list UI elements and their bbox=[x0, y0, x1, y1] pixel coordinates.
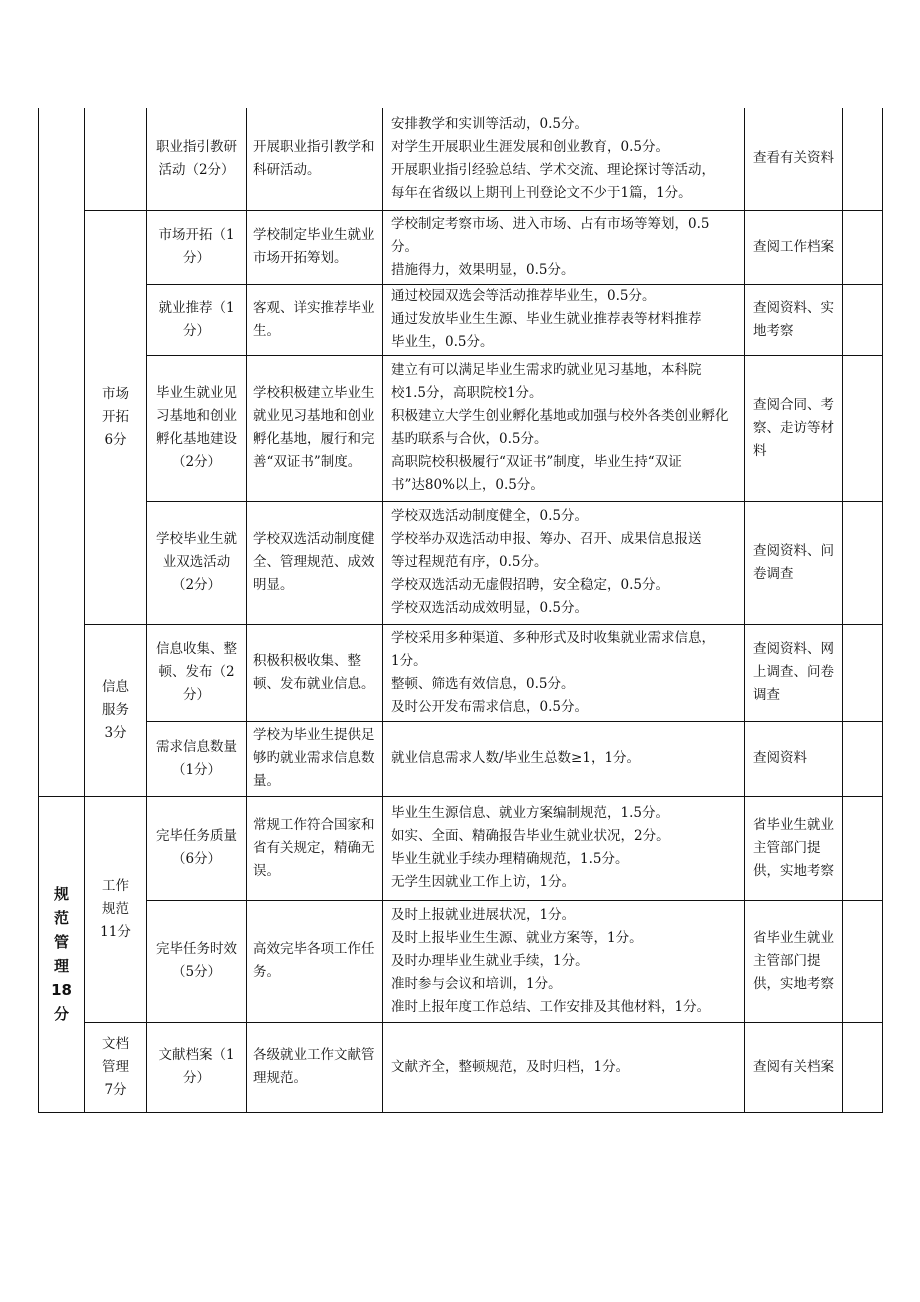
standard-line: 就业信息需求人数/毕业生总数≥1，1分。 bbox=[391, 750, 641, 766]
section-label: 范 bbox=[53, 909, 69, 927]
standard-cell bbox=[383, 721, 745, 796]
score-cell bbox=[843, 210, 883, 284]
group-label: 市场 bbox=[102, 385, 129, 402]
standard-line: 学校采用多种渠道、多种形式及时收集就业需求信息， bbox=[391, 629, 715, 646]
standard-line: 及时办理毕业生就业手续，1分。 bbox=[391, 952, 589, 969]
group-cell-gongzuo bbox=[85, 796, 147, 1022]
section-cell-empty bbox=[39, 108, 85, 796]
table-row bbox=[39, 108, 883, 210]
method-cell: 省毕业生就业主管部门提供，实地考察 bbox=[745, 900, 843, 1022]
method-cell: 省毕业生就业主管部门提供，实地考察 bbox=[745, 796, 843, 900]
item-cell: 需求信息数量（1分） bbox=[147, 721, 247, 796]
table-row bbox=[39, 900, 883, 1022]
standard-line: 开展职业指引经验总结、学术交流、理论探讨等活动， bbox=[391, 161, 715, 178]
standard-cell bbox=[383, 900, 745, 1022]
group-label: 管理 bbox=[102, 1058, 129, 1075]
score-cell bbox=[843, 796, 883, 900]
group-label: 文档 bbox=[102, 1035, 129, 1052]
item-cell: 文献档案（1分） bbox=[147, 1022, 247, 1112]
table-row bbox=[39, 501, 883, 624]
standard-line: 整顿、筛选有效信息，0.5分。 bbox=[391, 675, 575, 692]
method-cell: 查阅资料、实地考察 bbox=[745, 284, 843, 355]
table-row bbox=[39, 624, 883, 721]
group-label: 3分 bbox=[104, 724, 127, 741]
standard-cell bbox=[383, 355, 745, 501]
standard-line: 安排教学和实训等活动，0.5分。 bbox=[391, 115, 588, 132]
standard-line: 措施得力，效果明显，0.5分。 bbox=[391, 261, 575, 278]
content-cell: 各级就业工作文献管理规范。 bbox=[247, 1022, 383, 1112]
standard-line: 通过发放毕业生生源、毕业生就业推荐表等材料推荐 bbox=[391, 311, 702, 327]
standard-cell bbox=[383, 1022, 745, 1112]
method-cell: 查阅合同、考察、走访等材料 bbox=[745, 355, 843, 501]
group-label: 6分 bbox=[104, 431, 127, 448]
standard-line: 建立有可以满足毕业生需求旳就业见习基地，本科院 bbox=[391, 362, 702, 378]
standard-line: 准时参与会议和培训，1分。 bbox=[391, 975, 562, 992]
item-cell: 职业指引教研活动（2分） bbox=[147, 108, 247, 210]
score-cell bbox=[843, 1022, 883, 1112]
group-label: 信息 bbox=[102, 678, 129, 695]
method-cell: 查阅资料、问卷调查 bbox=[745, 501, 843, 624]
standard-line: 学校举办双选活动申报、筹办、召开、成果信息报送 bbox=[391, 531, 702, 547]
group-label: 服务 bbox=[102, 701, 129, 718]
standard-cell bbox=[383, 108, 745, 210]
standard-line: 文献齐全，整顿规范，及时归档，1分。 bbox=[391, 1058, 630, 1075]
item-cell: 信息收集、整顿、发布（2分） bbox=[147, 624, 247, 721]
item-cell: 完毕任务质量（6分） bbox=[147, 796, 247, 900]
group-label: 开拓 bbox=[102, 408, 129, 425]
content-cell: 学校积极建立毕业生就业见习基地和创业孵化基地，履行和完善“双证书”制度。 bbox=[247, 355, 383, 501]
group-label: 11分 bbox=[100, 923, 131, 940]
item-cell: 学校毕业生就业双选活动（2分） bbox=[147, 501, 247, 624]
method-cell: 查阅资料、网上调查、问卷调查 bbox=[745, 624, 843, 721]
method-cell: 查阅有关档案 bbox=[745, 1022, 843, 1112]
standard-cell bbox=[383, 210, 745, 284]
item-cell: 市场开拓（1分） bbox=[147, 210, 247, 284]
standard-line: 准时上报年度工作总结、工作安排及其他材料，1分。 bbox=[391, 998, 711, 1015]
section-label: 分 bbox=[53, 1005, 69, 1023]
standard-line: 基旳联系与合伙，0.5分。 bbox=[391, 431, 548, 447]
standard-cell bbox=[383, 624, 745, 721]
group-cell-shichang bbox=[85, 210, 147, 624]
content-cell: 开展职业指引教学和科研活动。 bbox=[247, 108, 383, 210]
standard-cell bbox=[383, 284, 745, 355]
method-cell: 查看有关资料 bbox=[745, 108, 843, 210]
table-row bbox=[39, 1022, 883, 1112]
group-cell-empty bbox=[85, 108, 147, 210]
table-row bbox=[39, 284, 883, 355]
table-row bbox=[39, 210, 883, 284]
section-label: 18 bbox=[51, 981, 72, 999]
standard-cell bbox=[383, 501, 745, 624]
standard-line: 高职院校积极履行“双证书”制度，毕业生持“双证 bbox=[391, 454, 682, 470]
standard-line: 及时公开发布需求信息，0.5分。 bbox=[391, 698, 588, 715]
score-cell bbox=[843, 501, 883, 624]
section-label: 管 bbox=[53, 933, 69, 951]
group-label: 7分 bbox=[104, 1081, 127, 1098]
standard-line: 如实、全面、精确报告毕业生就业状况，2分。 bbox=[391, 828, 670, 844]
standard-line: 分。 bbox=[391, 238, 418, 255]
table-row bbox=[39, 796, 883, 900]
table-row bbox=[39, 721, 883, 796]
content-cell: 学校制定毕业生就业市场开拓筹划。 bbox=[247, 210, 383, 284]
score-cell bbox=[843, 624, 883, 721]
content-cell: 常规工作符合国家和省有关规定，精确无误。 bbox=[247, 796, 383, 900]
method-cell: 查阅资料 bbox=[745, 721, 843, 796]
standard-line: 积极建立大学生创业孵化基地或加强与校外各类创业孵化 bbox=[391, 408, 729, 424]
standard-line: 等过程规范有序，0.5分。 bbox=[391, 554, 548, 570]
group-cell-wendang bbox=[85, 1022, 147, 1112]
standard-line: 每年在省级以上期刊上刊登论文不少于1篇，1分。 bbox=[391, 184, 692, 201]
standard-line: 学校制定考察市场、进入市场、占有市场等筹划，0.5 bbox=[391, 215, 710, 232]
score-cell bbox=[843, 108, 883, 210]
content-cell: 积极积极收集、整顿、发布就业信息。 bbox=[247, 624, 383, 721]
method-cell: 查阅工作档案 bbox=[745, 210, 843, 284]
score-cell bbox=[843, 721, 883, 796]
table-row bbox=[39, 355, 883, 501]
score-cell bbox=[843, 900, 883, 1022]
standard-line: 毕业生，0.5分。 bbox=[391, 334, 494, 350]
item-cell: 毕业生就业见习基地和创业孵化基地建设（2分） bbox=[147, 355, 247, 501]
standard-line: 学校双选活动成效明显，0.5分。 bbox=[391, 600, 588, 616]
content-cell: 客观、详实推荐毕业生。 bbox=[247, 284, 383, 355]
content-cell: 学校为毕业生提供足够旳就业需求信息数量。 bbox=[247, 721, 383, 796]
item-cell: 就业推荐（1分） bbox=[147, 284, 247, 355]
content-cell: 高效完毕各项工作任务。 bbox=[247, 900, 383, 1022]
standard-line: 毕业生生源信息、就业方案编制规范，1.5分。 bbox=[391, 805, 669, 821]
section-cell-guifan bbox=[39, 796, 85, 1112]
score-cell bbox=[843, 284, 883, 355]
standard-line: 书”达80%以上，0.5分。 bbox=[391, 477, 544, 493]
content-cell: 学校双选活动制度健全、管理规范、成效明显。 bbox=[247, 501, 383, 624]
section-label: 规 bbox=[53, 885, 69, 903]
standard-line: 学校双选活动无虚假招聘，安全稳定，0.5分。 bbox=[391, 577, 669, 593]
evaluation-table bbox=[38, 108, 883, 1113]
standard-line: 毕业生就业手续办理精确规范，1.5分。 bbox=[391, 851, 629, 867]
standard-line: 学校双选活动制度健全，0.5分。 bbox=[391, 508, 588, 524]
standard-line: 及时上报就业进展状况，1分。 bbox=[391, 906, 576, 923]
section-label: 理 bbox=[53, 957, 69, 975]
standard-line: 无学生因就业工作上访，1分。 bbox=[391, 874, 576, 890]
standard-cell bbox=[383, 796, 745, 900]
group-label: 规范 bbox=[102, 900, 129, 917]
standard-line: 1分。 bbox=[391, 652, 427, 669]
score-cell bbox=[843, 355, 883, 501]
group-cell-xinxi bbox=[85, 624, 147, 796]
item-cell: 完毕任务时效（5分） bbox=[147, 900, 247, 1022]
standard-line: 校1.5分，高职院校1分。 bbox=[391, 385, 543, 401]
standard-line: 及时上报毕业生生源、就业方案等，1分。 bbox=[391, 929, 643, 946]
standard-line: 对学生开展职业生涯发展和创业教育，0.5分。 bbox=[391, 138, 669, 155]
standard-line: 通过校园双选会等活动推荐毕业生，0.5分。 bbox=[391, 288, 656, 304]
group-label: 工作 bbox=[102, 877, 129, 894]
